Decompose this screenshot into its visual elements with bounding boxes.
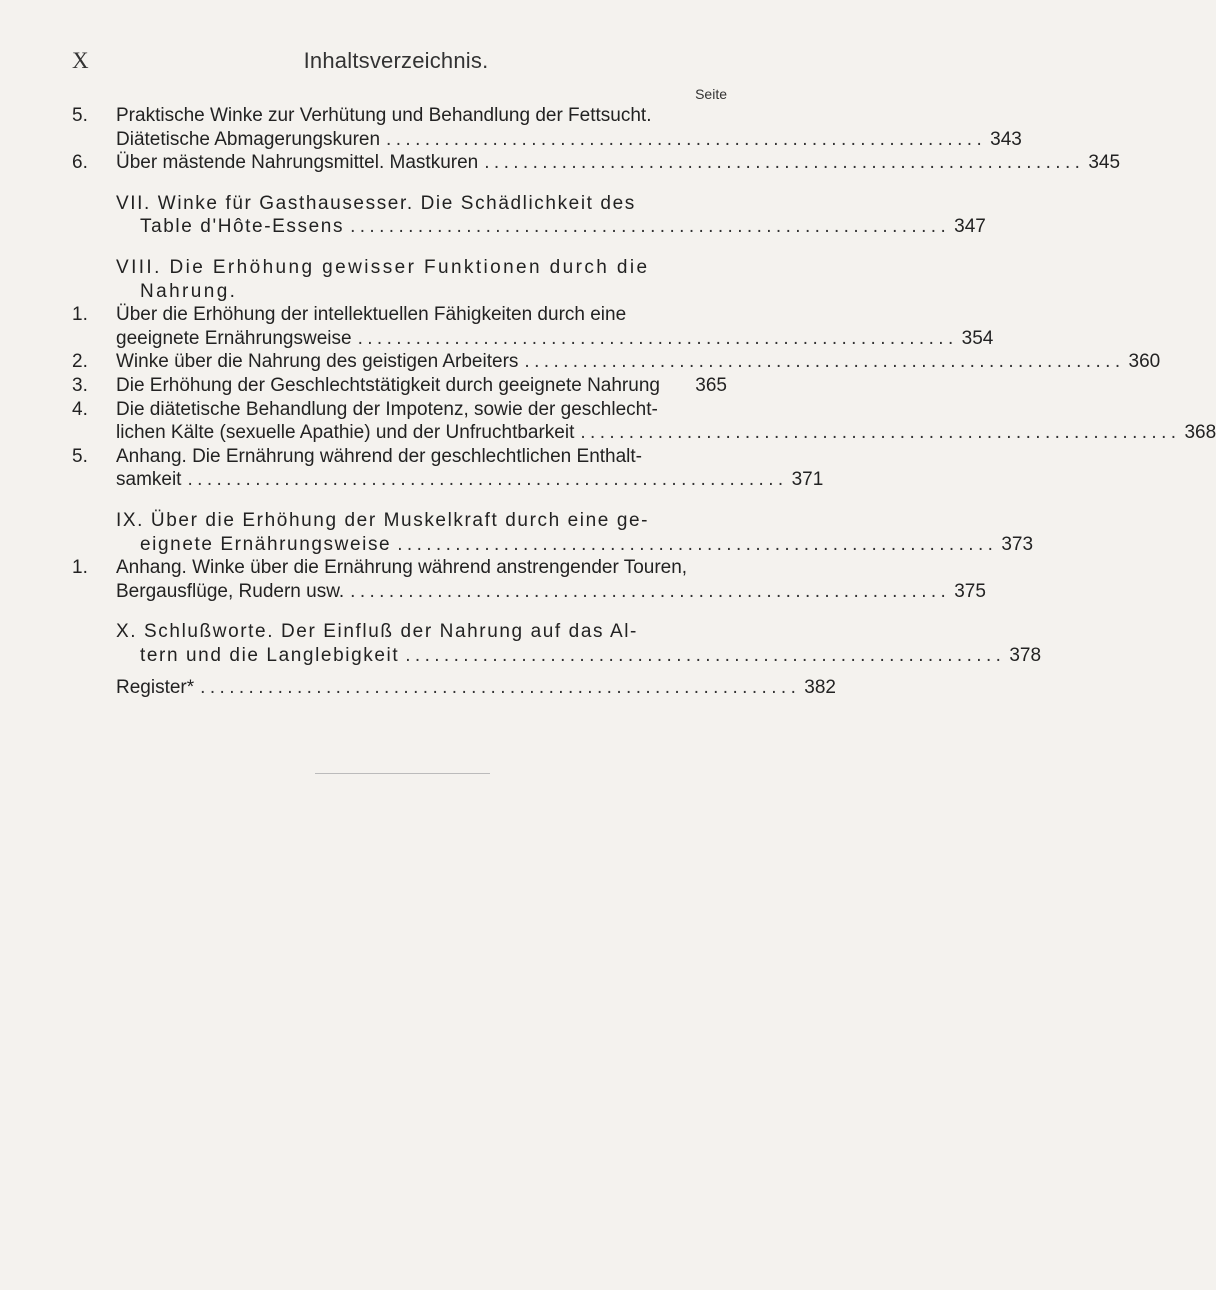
entry-text: Diätetische Abmagerungskuren	[116, 128, 381, 150]
entry-page: 354	[961, 327, 994, 349]
toc-entry	[72, 151, 1121, 175]
entry-number: 5.	[72, 105, 88, 126]
entry-text: Die Erhöhung der Geschlechtstätigkeit durch geeignete Nahrung	[116, 374, 660, 396]
entry-page: 360	[1128, 351, 1161, 373]
dot-leader: ..............................................................	[484, 152, 1085, 174]
page-column-label: Seite	[695, 86, 727, 102]
entry-text: geeignete Ernährungsweise	[116, 327, 352, 349]
entry-number: 4.	[72, 398, 88, 420]
toc-chapter-continuation	[72, 215, 986, 239]
entry-page: 368	[1184, 422, 1216, 444]
toc-entry-continuation	[72, 327, 994, 351]
toc-chapter-continuation	[72, 644, 1042, 668]
chapter-text: X. Schlußworte. Der Einfluß der Nahrung auf das Al-	[116, 621, 638, 643]
dot-leader: ..............................................................	[187, 469, 788, 491]
toc-entry	[72, 350, 1161, 374]
toc-entry-continuation	[72, 580, 986, 604]
entry-text: Über mästende Nahrungsmittel. Mastkuren	[116, 152, 479, 174]
entry-page: 371	[791, 469, 824, 491]
chapter-text: eignete Ernährungsweise	[140, 533, 392, 555]
entry-page: 343	[990, 128, 1022, 150]
toc-chapter	[72, 192, 727, 216]
entry-text: Winke über die Nahrung des geistigen Arbeiters	[116, 351, 519, 373]
toc-entry-continuation	[72, 468, 824, 492]
toc-chapter-continuation	[72, 533, 1034, 557]
chapter-text: Nahrung.	[140, 280, 238, 302]
entry-number: 3.	[72, 374, 88, 396]
chapter-text: VIII. Die Erhöhung gewisser Funktionen durch die	[116, 256, 650, 278]
running-head	[72, 48, 720, 78]
dot-leader: ..............................................................	[357, 327, 958, 349]
page-number-roman: X	[72, 48, 89, 73]
entry-number: 2.	[72, 351, 88, 373]
chapter-text: Table d'Hôte-Essens	[140, 216, 345, 238]
entry-text: lichen Kälte (sexuelle Apathie) und der Unfruchtbarkeit	[116, 422, 575, 444]
dot-leader: ..............................................................	[350, 580, 951, 602]
entry-text: Anhang. Die Ernährung während der geschlechtlichen Enthalt-	[116, 445, 642, 467]
entry-text: Bergausflüge, Rudern usw.	[116, 580, 345, 602]
toc-entry-continuation	[72, 421, 1216, 445]
page-title: Inhaltsverzeichnis.	[303, 48, 489, 73]
dot-leader: ..............................................................	[580, 422, 1181, 444]
table-of-contents	[72, 104, 1216, 700]
chapter-text: tern und die Langlebigkeit	[140, 644, 400, 666]
entry-number: 6.	[72, 152, 88, 174]
toc-entry	[72, 374, 727, 398]
entry-page: 373	[1001, 533, 1034, 555]
dot-leader: ..............................................................	[200, 677, 801, 699]
entry-text: Die diätetische Behandlung der Impotenz, sowie der geschlecht-	[116, 398, 658, 420]
toc-entry	[72, 104, 727, 128]
toc-entry	[72, 303, 727, 327]
dot-leader: ..............................................................	[397, 533, 998, 555]
toc-entry	[72, 556, 727, 580]
entry-text: Über die Erhöhung der intellektuellen Fähigkeiten durch eine	[116, 304, 627, 326]
entry-page: 382	[804, 677, 836, 699]
dot-leader: ..............................................................	[350, 216, 951, 238]
toc-entry	[72, 398, 727, 422]
toc-entry	[72, 445, 727, 469]
toc-entry-continuation	[72, 128, 1022, 152]
entry-page: 345	[1088, 152, 1121, 174]
footer-rule	[315, 773, 490, 774]
entry-page: 347	[954, 216, 986, 238]
dot-leader: ..............................................................	[524, 351, 1125, 373]
entry-text: Praktische Winke zur Verhütung und Behandlung der Fettsucht.	[116, 105, 652, 126]
entry-number: 5.	[72, 445, 88, 467]
chapter-text: VII. Winke für Gasthausesser. Die Schädlichkeit des	[116, 192, 636, 214]
entry-text: samkeit	[116, 469, 182, 491]
entry-page: 375	[954, 580, 986, 602]
entry-text: Anhang. Winke über die Ernährung während anstrengender Touren,	[116, 557, 688, 579]
dot-leader: ..............................................................	[405, 644, 1006, 666]
toc-entry	[72, 676, 836, 700]
toc-chapter	[72, 256, 727, 280]
toc-chapter	[72, 620, 727, 644]
dot-leader: ..............................................................	[386, 128, 987, 150]
entry-page: 378	[1009, 644, 1042, 666]
entry-number: 1.	[72, 557, 88, 579]
chapter-text: IX. Über die Erhöhung der Muskelkraft durch eine ge-	[116, 509, 650, 531]
toc-chapter-continuation	[72, 280, 727, 304]
entry-number: 1.	[72, 304, 88, 326]
entry-page: 365	[695, 374, 727, 396]
entry-text: Register*	[116, 677, 195, 699]
toc-chapter	[72, 509, 727, 533]
